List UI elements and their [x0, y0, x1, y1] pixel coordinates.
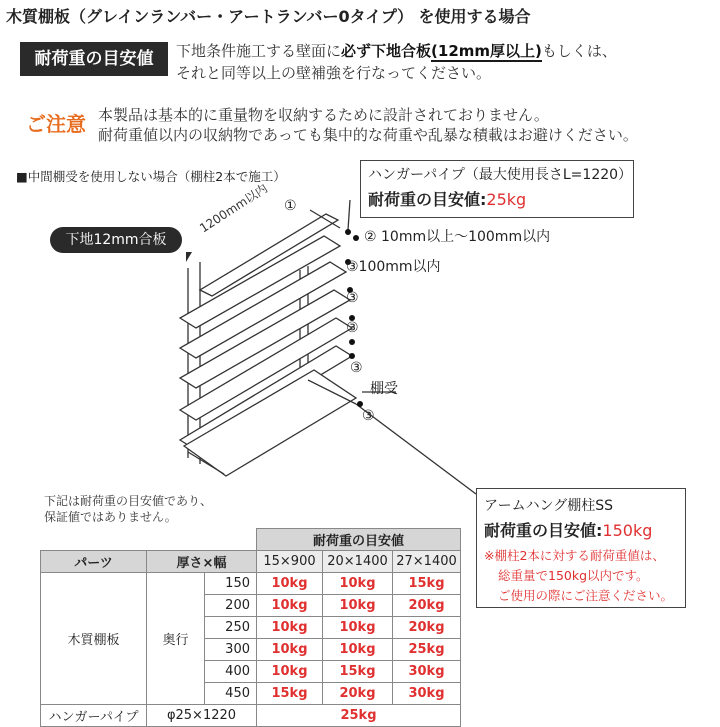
sub-header: 15×900	[257, 551, 323, 573]
load-cell: 20kg	[393, 617, 461, 639]
label-2: ② 10mm以上～100mm以内	[364, 229, 551, 245]
plywood-tag: 下地12mm合板	[50, 227, 182, 253]
load-cell: 10kg	[257, 573, 323, 595]
load-cell: 10kg	[257, 595, 323, 617]
hanger-load-label: 耐荷重の目安値	[368, 190, 481, 209]
load-cell: 10kg	[257, 661, 323, 683]
width-label: 1200mm以内	[197, 181, 271, 236]
pipe-name: ハンガーパイプ	[41, 705, 147, 727]
hanger-title: ハンガーパイプ（最大使用長さL=1220）	[368, 167, 633, 183]
arm-load-value: 150kg	[602, 521, 653, 540]
arm-note-2: 総重量で150kg以内です。	[498, 568, 649, 583]
sub-header: 20×1400	[323, 551, 393, 573]
load-table	[40, 528, 461, 727]
sub-header: 27×1400	[393, 551, 461, 573]
label-bracket: 棚受	[370, 381, 398, 397]
col-parts: パーツ	[41, 551, 147, 573]
load-guide-line-2: それと同等以上の壁補強を行なってください。	[176, 64, 492, 82]
load-cell: 20kg	[323, 683, 393, 705]
hanger-load-value: 25kg	[486, 190, 527, 209]
label-3c: ③	[346, 320, 359, 336]
load-cell: 10kg	[323, 639, 393, 661]
load-cell: 15kg	[393, 573, 461, 595]
table-row	[41, 705, 461, 727]
col-size: 厚さ×幅	[147, 551, 257, 573]
arm-note-1: ※棚柱2本に対する耐荷重値は、	[484, 548, 665, 563]
depth-cell: 400	[205, 661, 257, 683]
depth-cell: 300	[205, 639, 257, 661]
load-cell: 15kg	[257, 683, 323, 705]
load-cell: 10kg	[323, 573, 393, 595]
pipe-size: φ25×1220	[147, 705, 257, 727]
caution-label: ご注意	[26, 112, 86, 136]
load-cell: 15kg	[323, 661, 393, 683]
load-cell: 20kg	[393, 595, 461, 617]
load-guide-badge: 耐荷重の目安値	[20, 42, 168, 76]
arm-load-label: 耐荷重の目安値	[484, 521, 597, 540]
arm-title: アームハング棚柱SS	[484, 498, 614, 514]
label-3a: ③100mm以内	[346, 259, 441, 275]
disclaimer-line-1: 下記は耐荷重の目安値であり、	[44, 494, 213, 508]
label-3e: ③	[362, 408, 375, 424]
arm-note-3: ご使用の際にご注意ください。	[498, 588, 674, 603]
label-3d: ③	[350, 360, 363, 376]
label-3b: ③	[346, 290, 359, 306]
load-cell: 10kg	[257, 617, 323, 639]
shelf-name: 木質棚板	[41, 573, 147, 705]
load-guide-line-1-highlight: (12mm厚以上)	[431, 42, 542, 60]
load-guide-line-1-bold: 必ず下地合板	[341, 42, 432, 60]
load-cell: 10kg	[323, 617, 393, 639]
depth-cell: 450	[205, 683, 257, 705]
depth-cell: 200	[205, 595, 257, 617]
depth-cell: 150	[205, 573, 257, 595]
caution-line-2: 耐荷重値以内の収納物であっても集中的な荷重や乱暴な積載はお避けください。	[98, 126, 638, 144]
hanger-load: 耐荷重の目安値:25kg	[368, 190, 527, 209]
section-caption: ■中間棚受を使用しない場合（棚柱2本で施工）	[16, 169, 286, 184]
group-header: 耐荷重の目安値	[257, 529, 461, 551]
load-cell: 30kg	[393, 683, 461, 705]
caution-line-1: 本製品は基本的に重量物を収納するために設計されておりません。	[98, 106, 549, 124]
arm-load: 耐荷重の目安値:150kg	[484, 521, 653, 540]
pipe-value: 25kg	[257, 705, 461, 727]
load-guide-line-1-post: もしくは、	[541, 42, 617, 60]
load-cell: 25kg	[393, 639, 461, 661]
disclaimer-line-2: 保証値ではありません。	[44, 510, 177, 524]
label-1: ①	[284, 198, 297, 214]
load-guide-line-1-pre: 下地条件施工する壁面に	[176, 42, 342, 60]
depth-cell: 250	[205, 617, 257, 639]
table-row	[41, 573, 461, 595]
depth-label: 奥行	[147, 573, 205, 705]
load-cell: 10kg	[323, 595, 393, 617]
load-cell: 10kg	[257, 639, 323, 661]
page-title: 木質棚板（グレインランバー・アートランバー0タイプ） を使用する場合	[6, 7, 531, 26]
load-cell: 30kg	[393, 661, 461, 683]
